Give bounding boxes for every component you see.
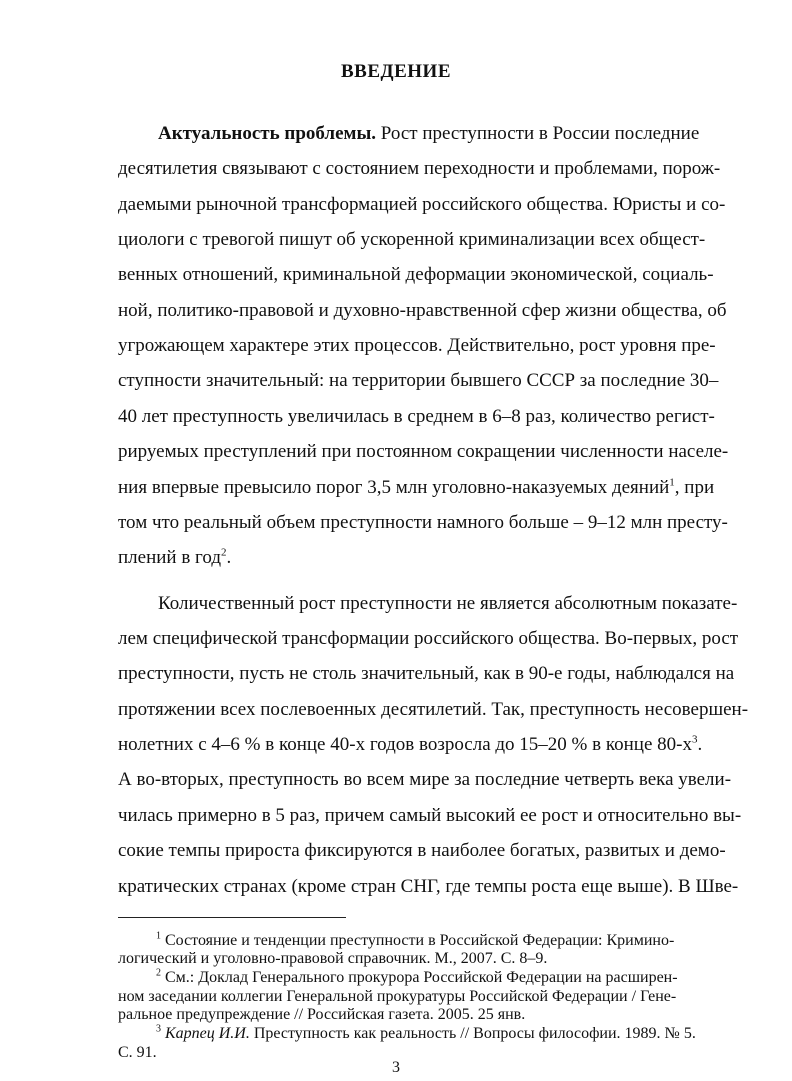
text-line: протяжении всех послевоенных десятилетий. Так, преступность несовершен- [118,699,749,720]
footnote-line: $^1$ Состояние и тенденции преступности в Российской Федерации: Кримино- [156,930,675,949]
text-line: чилась примерно в 5 раз, причем самый высокий ее рост и относительно вы- [118,805,742,826]
text-line: лем специфической трансформации российского общества. Во-первых, рост [118,628,739,649]
footnote-ref: 2 [221,546,227,559]
text-line: А во-вторых, преступность во всем мире за последние четверть века увели- [118,769,732,790]
text-line: кратических странах (кроме стран СНГ, где темпы роста еще выше). В Шве- [118,876,739,897]
footnote-marker: 3 [156,1023,161,1035]
text-line: угрожающем характере этих процессов. Действительно, рост уровня пре- [118,335,716,356]
text-line: нолетних с 4–6 % в конце 40-х годов возросла до 15–20 % в конце $80-х^3$. [118,733,703,755]
text-line: циологи с тревогой пишут об ускоренной криминализации всех общест- [118,229,706,250]
text-line: сокие темпы прироста фиксируются в наиболее богатых, развитых и демо- [118,840,726,861]
text-line: Актуальность проблемы. Рост преступности в России последние [158,123,700,144]
footnote-line: ральное предупреждение // Российская газета. 2005. 25 янв. [118,1006,526,1023]
text-line: даемыми рыночной трансформацией российского общества. Юристы и со- [118,194,726,215]
footnote-line: $^3$ Карпец И.И. Преступность как реальность // Вопросы философии. 1989. № 5. [156,1023,696,1042]
text-line: десятилетия связывают с состоянием переходности и проблемами, порож- [118,158,721,179]
footnote-divider [118,917,346,918]
footnote-marker: 1 [156,930,161,942]
text-line: ния впервые превысило порог 3,5 млн уголовно-наказуемых деяний$^1$, при [118,476,715,498]
footnote-marker: 2 [156,967,161,979]
text-line: венных отношений, криминальной деформации экономической, социаль- [118,264,714,285]
footnote-line: ном заседании коллегии Генеральной прокуратуры Российской Федерации / Гене- [118,988,677,1005]
footnote-ref: 1 [669,476,675,489]
footnote-line: логический и уголовно-правовой справочник. М., 2007. С. 8–9. [118,950,548,967]
text-line: Количественный рост преступности не является абсолютным показате- [158,593,738,614]
text-line: ступности значительный: на территории бывшего СССР за последние 30– [118,370,719,391]
page-title: ВВЕДЕНИЕ [341,61,451,82]
text-line: ной, политико-правовой и духовно-нравственной сфер жизни общества, об [118,300,727,321]
footnote-line: $^2$ См.: Доклад Генерального прокурора Российской Федерации на расширен- [156,967,678,986]
text-line: рируемых преступлений при постоянном сокращении численности населе- [118,441,729,462]
text-line: преступности, пусть не столь значительный, как в 90-е годы, наблюдался на [118,663,735,684]
lead-phrase: Актуальность проблемы. [158,123,377,144]
footnote-line: С. 91. [118,1044,157,1061]
page-number: 3 [392,1059,400,1076]
footnote-ref: 3 [691,733,698,746]
text-line: том что реальный объем преступности намного больше – 9–12 млн престу- [118,512,728,533]
author-name: Карпец И.И. [165,1025,250,1042]
text-line: 40 лет преступность увеличилась в среднем в 6–8 раз, количество регист- [118,406,715,427]
text-line: плений в год$^2$. [118,546,232,568]
